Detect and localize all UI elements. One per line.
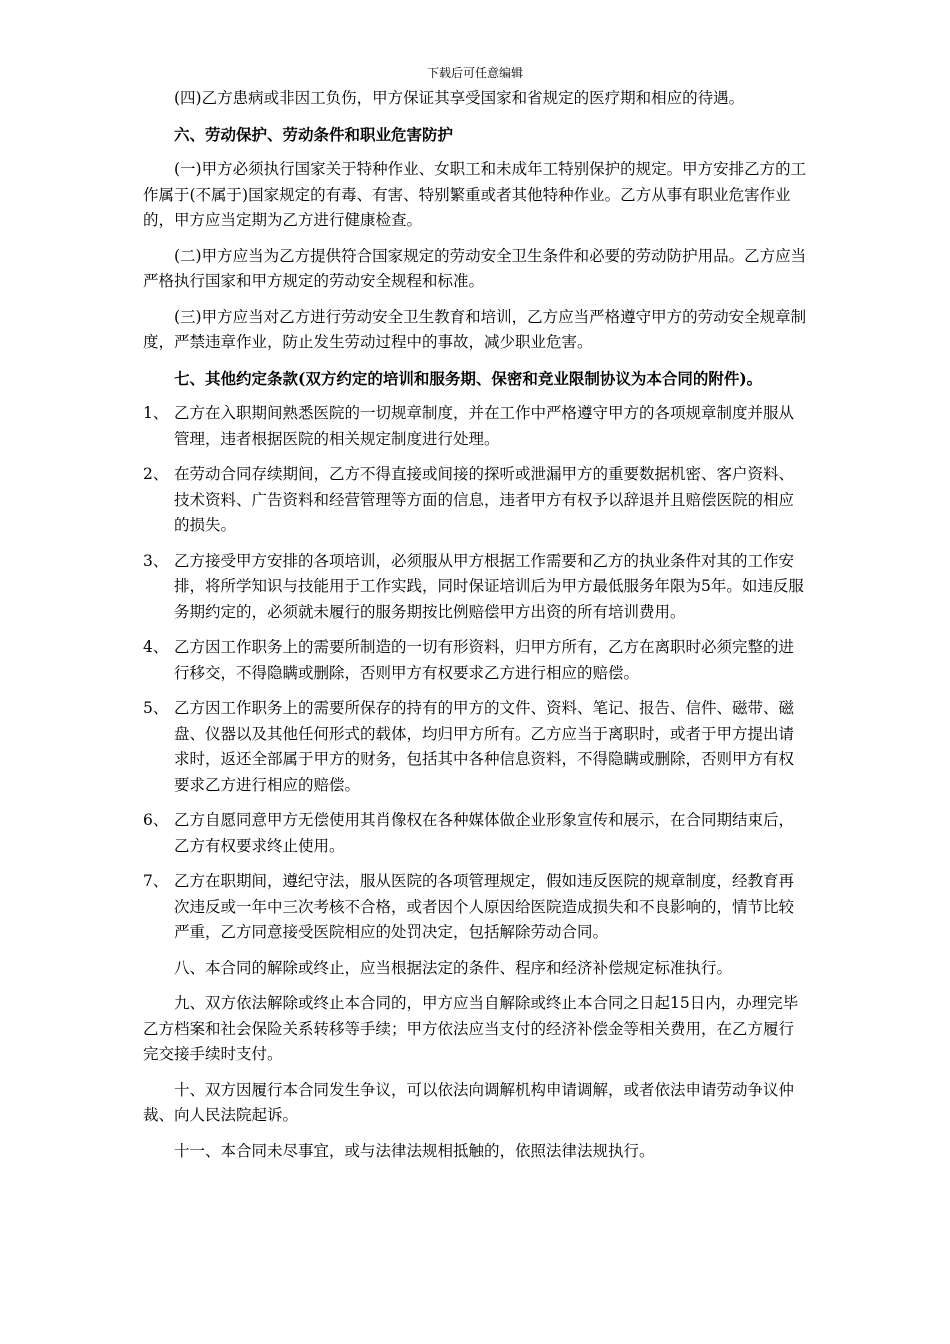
paragraph-safety-training: (三)甲方应当对乙方进行劳动安全卫生教育和培训，乙方应当严格遵守甲方的劳动安全规章制度，严禁违章作业，防止发生劳动过程中的事故，减少职业危害。 [143, 307, 807, 351]
list-item-2: 2、 在劳动合同存续期间，乙方不得直接或间接的探听或泄漏甲方的重要数据机密、客户资料、技术资料、广告资料和经营管理等方面的信息，违者甲方有权予以辞退并且赔偿医院的相应的损失。 [143, 465, 795, 534]
paragraph-termination: 八、本合同的解除或终止，应当根据法定的条件、程序和经济补偿规定标准执行。 [174, 958, 733, 977]
list-item-6: 6、 乙方自愿同意甲方无偿使用其肖像权在各种媒体做企业形象宣传和展示，在合同期结束后，乙方有权要求终止使用。 [143, 811, 795, 855]
paragraph-safety-conditions: (二)甲方应当为乙方提供符合国家规定的劳动安全卫生条件和必要的劳动防护用品。乙方应当严格执行国家和甲方规定的劳动安全规程和标准。 [143, 246, 807, 290]
list-item-4: 4、 乙方因工作职务上的需要所制造的一切有形资料，归甲方所有，乙方在离职时必须完整的进行移交，不得隐瞒或删除，否则甲方有权要求乙方进行相应的赔偿。 [143, 638, 795, 682]
list-item-5: 5、 乙方因工作职务上的需要所保存的持有的甲方的文件、资料、笔记、报告、信件、磁带、磁盘、仪器以及其他任何形式的载体，均归甲方所有。乙方应当于离职时，或者于甲方提出请求时，返还全部属于甲方的财务，包括其中各种信息资料，不得隐瞒或删除，否则甲方有权要求乙方进行相应的赔偿。 [143, 699, 795, 794]
paragraph-termination-procedures: 九、双方依法解除或终止本合同的，甲方应当自解除或终止本合同之日起15日内，办理完毕乙方档案和社会保险关系转移等手续；甲方依法应当支付的经济补偿金等相关费用，在乙方履行完交接手续时支付。 [143, 994, 799, 1063]
paragraph-matters-not-covered: 十一、本合同未尽事宜，或与法律法规相抵触的，依照法律法规执行。 [174, 1141, 655, 1160]
paragraph-sick-leave: (四)乙方患病或非因工负伤，甲方保证其享受国家和省规定的医疗期和相应的待遇。 [174, 89, 745, 107]
document-body [143, 86, 808, 1164]
section-heading-other-terms: 七、其他约定条款(双方约定的培训和服务期、保密和竞业限制协议为本合同的附件)。 [174, 368, 763, 388]
list-item-7: 7、 乙方在职期间，遵纪守法，服从医院的各项管理规定，假如违反医院的规章制度，经教育再次违反或一年中三次考核不合格，或者因个人原因给医院造成损失和不良影响的，情节比较严重，乙方同意接受医院相应的处罚决定，包括解除劳动合同。 [143, 872, 795, 941]
paragraph-dispute-resolution: 十、双方因履行本合同发生争议，可以依法向调解机构申请调解，或者依法申请劳动争议仲裁、向人民法院起诉。 [143, 1080, 795, 1124]
list-item-3: 3、 乙方接受甲方安排的各项培训，必须服从甲方根据工作需要和乙方的执业条件对其的工作安排，将所学知识与技能用于工作实践，同时保证培训后为甲方最低服务年限为5年。如违反服务期约定的，必须就未履行的服务期按比例赔偿甲方出资的所有培训费用。 [143, 551, 804, 621]
list-item-1: 1、 乙方在入职期间熟悉医院的一切规章制度，并在工作中严格遵守甲方的各项规章制度并服从管理，违者根据医院的相关规定制度进行处理。 [143, 404, 795, 448]
paragraph-special-operations: (一)甲方必须执行国家关于特种作业、女职工和未成年工特别保护的规定。甲方安排乙方的工作属于(不属于)国家规定的有毒、有害、特别繁重或者其他特种作业。乙方从事有职业危害作业的，甲方应当定期为乙方进行健康检查。 [143, 160, 807, 229]
page-header: 下载后可任意编辑 [426, 66, 523, 80]
section-heading-labor-protection: 六、劳动保护、劳动条件和职业危害防护 [174, 124, 454, 144]
